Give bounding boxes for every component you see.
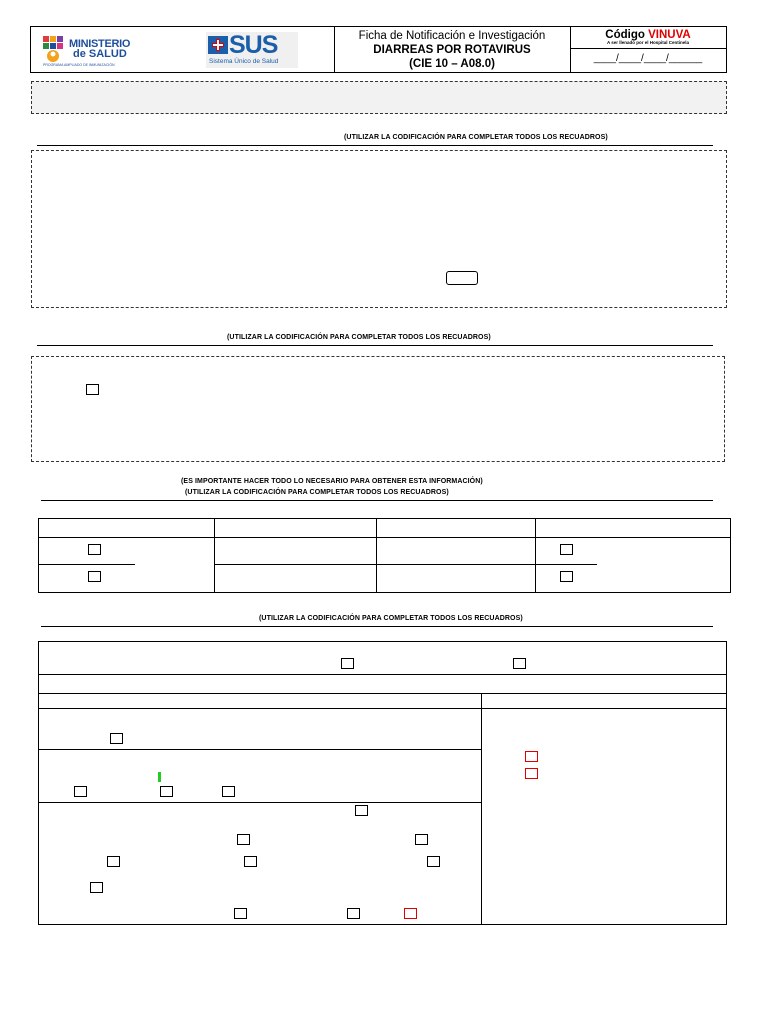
contacts-checkbox-3[interactable] bbox=[560, 544, 573, 555]
clinical-checkbox-r1[interactable] bbox=[525, 751, 538, 762]
clinical-checkbox-a1[interactable] bbox=[341, 658, 354, 669]
ministerio-logo bbox=[39, 32, 131, 70]
section3-note-line2: (UTILIZAR LA CODIFICACIÓN PARA COMPLETAR TODOS LOS RECUADROS) bbox=[185, 489, 449, 496]
ministerio-line1: MINISTERIO bbox=[69, 38, 131, 50]
clinical-checkbox-d9[interactable] bbox=[347, 908, 360, 919]
clinical-checkbox-d8[interactable] bbox=[234, 908, 247, 919]
title-line2: DIARREAS POR ROTAVIRUS bbox=[373, 44, 531, 56]
clinical-table bbox=[38, 641, 727, 925]
ministerio-tagline: PROGRAMA AMPLIADO DE INMUNIZACIÓN bbox=[43, 63, 115, 67]
sus-cross-icon bbox=[208, 36, 228, 54]
section2-box[interactable] bbox=[31, 356, 725, 462]
form-header bbox=[30, 26, 727, 73]
section1-rounded-field[interactable] bbox=[446, 271, 478, 285]
title-line3: (CIE 10 – A08.0) bbox=[409, 58, 495, 70]
clinical-checkbox-d6[interactable] bbox=[427, 856, 440, 867]
sus-subtitle: Sistema Único de Salud bbox=[209, 58, 279, 65]
clinical-checkbox-d5[interactable] bbox=[244, 856, 257, 867]
clinical-checkbox-r2[interactable] bbox=[525, 768, 538, 779]
form-title bbox=[334, 27, 570, 72]
sus-name: SUS bbox=[229, 31, 278, 59]
clinical-checkbox-c3[interactable] bbox=[222, 786, 235, 797]
clinical-checkbox-d3[interactable] bbox=[415, 834, 428, 845]
ministerio-line2: de SALUD bbox=[73, 48, 127, 60]
clinical-checkbox-d4[interactable] bbox=[107, 856, 120, 867]
section2-checkbox[interactable] bbox=[86, 384, 99, 395]
section2-note: (UTILIZAR LA CODIFICACIÓN PARA COMPLETAR TODOS LOS RECUADROS) bbox=[227, 334, 491, 341]
clinical-checkbox-a2[interactable] bbox=[513, 658, 526, 669]
clinical-checkbox-d2[interactable] bbox=[237, 834, 250, 845]
section4-note: (UTILIZAR LA CODIFICACIÓN PARA COMPLETAR TODOS LOS RECUADROS) bbox=[259, 615, 523, 622]
code-label: Código bbox=[605, 29, 645, 41]
title-line1: Ficha de Notificación e Investigación bbox=[358, 30, 546, 42]
section3-note-line1: (ES IMPORTANTE HACER TODO LO NECESARIO PARA OBTENER ESTA INFORMACIÓN) bbox=[181, 478, 483, 485]
clinical-checkbox-d7[interactable] bbox=[90, 882, 103, 893]
sus-logo bbox=[206, 32, 298, 68]
code-name: VINUVA bbox=[648, 29, 691, 41]
clinical-checkbox-d1[interactable] bbox=[355, 805, 368, 816]
contacts-checkbox-1[interactable] bbox=[88, 544, 101, 555]
hospital-info-box[interactable] bbox=[31, 81, 727, 114]
section1-box[interactable] bbox=[31, 150, 727, 308]
contacts-checkbox-4[interactable] bbox=[560, 571, 573, 582]
section1-note: (UTILIZAR LA CODIFICACIÓN PARA COMPLETAR TODOS LOS RECUADROS) bbox=[344, 134, 608, 141]
green-marker bbox=[158, 772, 161, 782]
code-blank-field[interactable]: ____/____/____/______ bbox=[593, 53, 703, 64]
contacts-checkbox-2[interactable] bbox=[88, 571, 101, 582]
code-cell bbox=[570, 27, 726, 72]
ministerio-emblem-icon bbox=[41, 34, 67, 64]
clinical-checkbox-b1[interactable] bbox=[110, 733, 123, 744]
clinical-checkbox-c2[interactable] bbox=[160, 786, 173, 797]
clinical-checkbox-d10[interactable] bbox=[404, 908, 417, 919]
clinical-checkbox-c1[interactable] bbox=[74, 786, 87, 797]
code-note: A ser llenado por el Hospital Centinela bbox=[606, 40, 690, 45]
contacts-table bbox=[38, 518, 731, 593]
